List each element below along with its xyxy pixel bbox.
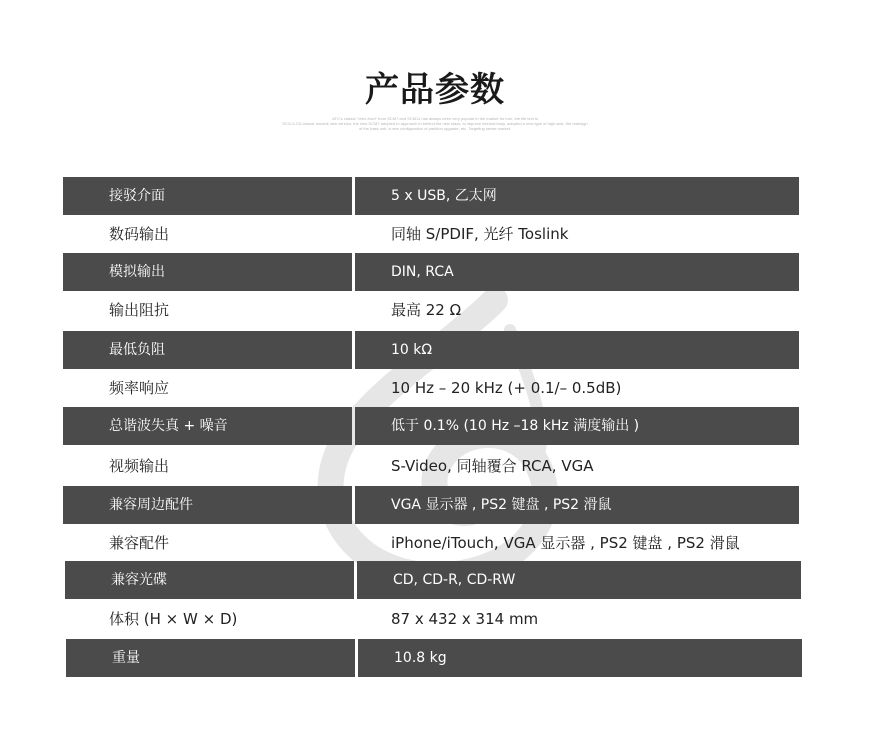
spec-value: 10 Hz – 20 kHz (+ 0.1/– 0.5dB) bbox=[391, 379, 622, 397]
spec-value: S-Video, 同轴覆合 RCA, VGA bbox=[391, 457, 594, 475]
spec-label: 视频输出 bbox=[109, 457, 170, 475]
spec-value: 同轴 S/PDIF, 光纤 Toslink bbox=[391, 225, 569, 243]
spec-row bbox=[63, 331, 799, 369]
spec-row bbox=[63, 369, 799, 407]
page-title: 产品参数 bbox=[365, 70, 505, 110]
spec-value: DIN, RCA bbox=[355, 253, 799, 291]
spec-row bbox=[63, 253, 799, 291]
spec-row bbox=[63, 524, 799, 562]
spec-value: 87 x 432 x 314 mm bbox=[391, 610, 539, 628]
spec-value: 10 kΩ bbox=[355, 331, 799, 369]
spec-label: 总谐波失真 + 噪音 bbox=[63, 407, 352, 445]
spec-value: CD, CD-R, CD-RW bbox=[357, 561, 801, 599]
spec-label: 重量 bbox=[66, 639, 355, 677]
spec-label: 频率响应 bbox=[109, 379, 170, 397]
subtitle-line: ATC's classic "retro front" from SCM7 and SCM11 has always been very popular in the market for turn, the life text is bbox=[332, 116, 538, 121]
spec-value: 最高 22 Ω bbox=[391, 301, 462, 319]
spec-value: 5 x USB, 乙太网 bbox=[355, 177, 799, 215]
spec-label: 体积 (H × W × D) bbox=[109, 610, 238, 628]
spec-value: 低于 0.1% (10 Hz –18 kHz 满度输出 ) bbox=[355, 407, 799, 445]
spec-row bbox=[66, 639, 802, 677]
spec-label: 兼容配件 bbox=[109, 534, 170, 552]
spec-value: VGA 显示器 , PS2 键盘 , PS2 滑鼠 bbox=[355, 486, 799, 524]
spec-value: iPhone/iTouch, VGA 显示器 , PS2 键盘 , PS2 滑鼠 bbox=[391, 534, 740, 552]
spec-label: 模拟输出 bbox=[63, 253, 352, 291]
spec-label: 兼容周边配件 bbox=[63, 486, 352, 524]
spec-label: 兼容光碟 bbox=[65, 561, 354, 599]
spec-label: 数码输出 bbox=[109, 225, 170, 243]
spec-row bbox=[63, 407, 799, 445]
spec-row bbox=[63, 177, 799, 215]
spec-row bbox=[63, 486, 799, 524]
spec-value: 10.8 kg bbox=[358, 639, 802, 677]
spec-label: 接驳介面 bbox=[63, 177, 352, 215]
spec-row bbox=[63, 215, 799, 253]
spec-label: 最低负阻 bbox=[63, 331, 352, 369]
subtitle-line: SCG-5.CD classic models new version, the new SCM7 adopted to approach in behind the new stack, to improve internal body, adopted a new type of high sink, the redesign bbox=[282, 121, 588, 126]
spec-row bbox=[63, 600, 799, 638]
spec-row bbox=[63, 447, 799, 485]
subtitle-line: of the bass unit, a new configuration of partition upgrade, etc. Targeting sense market. bbox=[358, 126, 512, 131]
spec-row bbox=[65, 561, 801, 599]
page-subtitle bbox=[200, 116, 670, 131]
spec-label: 输出阻抗 bbox=[109, 301, 170, 319]
spec-row bbox=[63, 291, 799, 329]
